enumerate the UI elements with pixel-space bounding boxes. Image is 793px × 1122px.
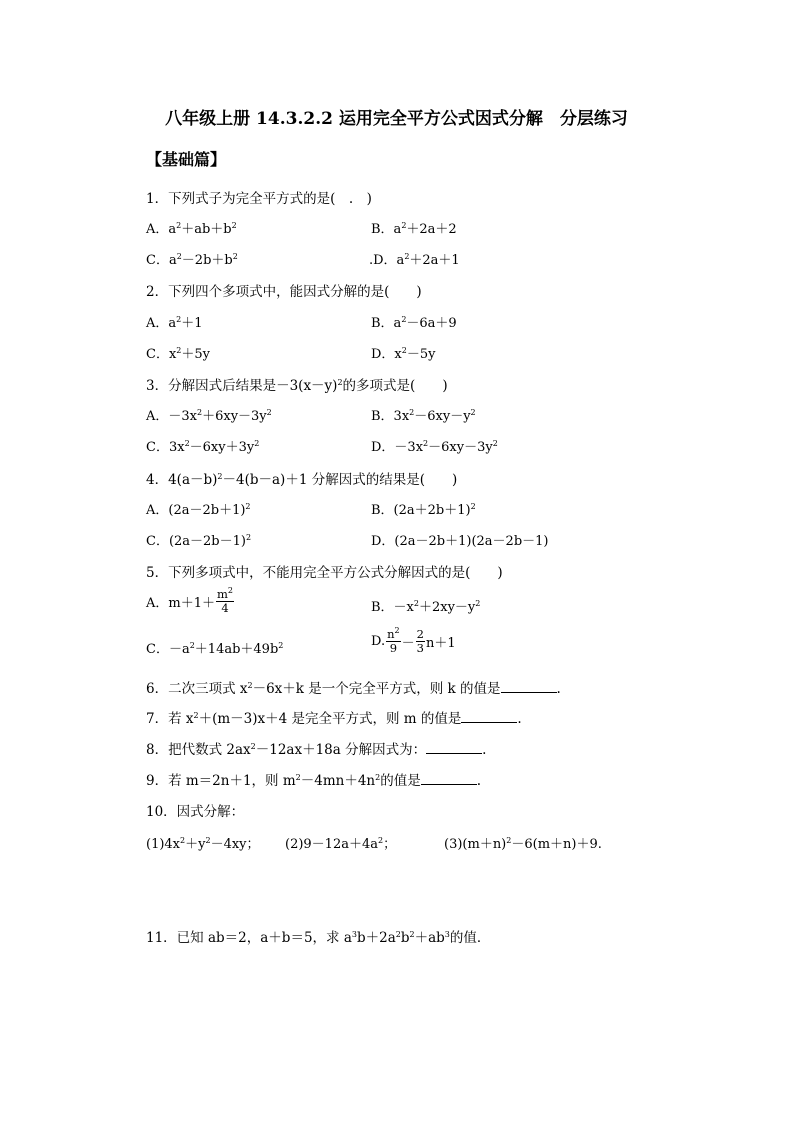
question-1-option-b: B．$a^2+2a+2$: [371, 221, 457, 237]
question-10-part-1: $(1)4x^2+y^2-4xy$；: [146, 836, 260, 852]
question-5-option-d: D. $\frac{n^2}{9}$ － $\frac{2}{3}$ n＋1: [371, 626, 456, 655]
question-10-stem: 10．因式分解：: [146, 804, 245, 820]
question-8: 8．把代数式 $2ax^2-12ax+18a$ 分解因式为： .: [146, 742, 487, 758]
fraction: $\frac{m^2}{4}$: [217, 586, 233, 615]
question-7: 7．若 $x^2+(m-3)x+4$ 是完全平方式，则 m 的值是 .: [146, 711, 522, 727]
question-9: 9．若 m＝2n＋1，则 $m^2-4mn+4n^2$的值是 .: [146, 773, 482, 789]
question-10-part-3: $(3)(m+n)^2-6(m+n)+9$.: [444, 836, 602, 852]
section-heading: 【基础篇】: [146, 150, 227, 169]
question-5-option-a: A．m＋1＋ $\frac{m^2}{4}$: [146, 586, 233, 615]
question-3-option-b: B．$3x^2-6xy-y^2$: [371, 408, 476, 424]
page-title: 八年级上册 14.3.2.2 运用完全平方公式因式分解 分层练习: [165, 109, 628, 129]
question-3-option-a: A．$-3x^2+6xy-3y^2$: [146, 408, 272, 424]
question-5-option-c: C．$-a^2+14ab+49b^2$: [146, 641, 284, 657]
question-11: 11．已知 ab＝2，a＋b＝5，求 $a^3b+2a^2b^2+ab^3$的值．: [146, 930, 491, 946]
answer-blank[interactable]: [501, 680, 557, 693]
question-3-option-d: D．$-3x^2-6xy-3y^2$: [371, 439, 498, 455]
question-10-part-2: $(2)9-12a+4a^2$；: [285, 836, 397, 852]
question-5-option-b: B．$-x^2+2xy-y^2$: [371, 599, 481, 615]
answer-blank[interactable]: [421, 772, 477, 785]
question-1-option-c: C．$a^2-2b+b^2$: [146, 252, 238, 268]
question-2-option-c: C．$x^2+5y$: [146, 346, 210, 362]
question-4-option-a: A．$(2a-2b+1)^2$: [146, 502, 251, 518]
question-2-option-a: A．$a^2+1$: [146, 315, 203, 331]
question-1-option-a: A．$a^2+ab+b^2$: [146, 221, 237, 237]
question-3-stem: 3．分解因式后结果是$-3(x-y)^2$的多项式是( ): [146, 378, 448, 394]
fraction: $\frac{n^2}{9}$: [387, 626, 400, 655]
question-4-stem: 4．$4(a-b)^2-4(b-a)+1$ 分解因式的结果是( ): [146, 472, 458, 488]
question-1-option-d: .D．$a^2+2a+1$: [369, 252, 460, 268]
question-6: 6．二次三项式 $x^2-6x+k$ 是一个完全平方式，则 k 的值是 .: [146, 681, 561, 697]
question-3-option-c: C．$3x^2-6xy+3y^2$: [146, 439, 260, 455]
question-2-option-d: D．$x^2-5y$: [371, 346, 436, 362]
fraction: $\frac{2}{3}$: [416, 627, 424, 655]
question-4-option-b: B．$(2a+2b+1)^2$: [371, 502, 476, 518]
question-1-stem: 1．下列式子为完全平方式的是( . ): [146, 191, 372, 207]
answer-blank[interactable]: [426, 741, 482, 754]
question-2-stem: 2．下列四个多项式中，能因式分解的是( ): [146, 284, 422, 300]
question-2-option-b: B．$a^2-6a+9$: [371, 315, 457, 331]
question-4-option-d: D．(2a－2b＋1)(2a－2b－1): [371, 534, 549, 549]
question-5-stem: 5．下列多项式中，不能用完全平方公式分解因式的是( ): [146, 565, 503, 581]
answer-blank[interactable]: [461, 710, 517, 723]
question-4-option-c: C．$(2a-2b-1)^2$: [146, 533, 252, 549]
